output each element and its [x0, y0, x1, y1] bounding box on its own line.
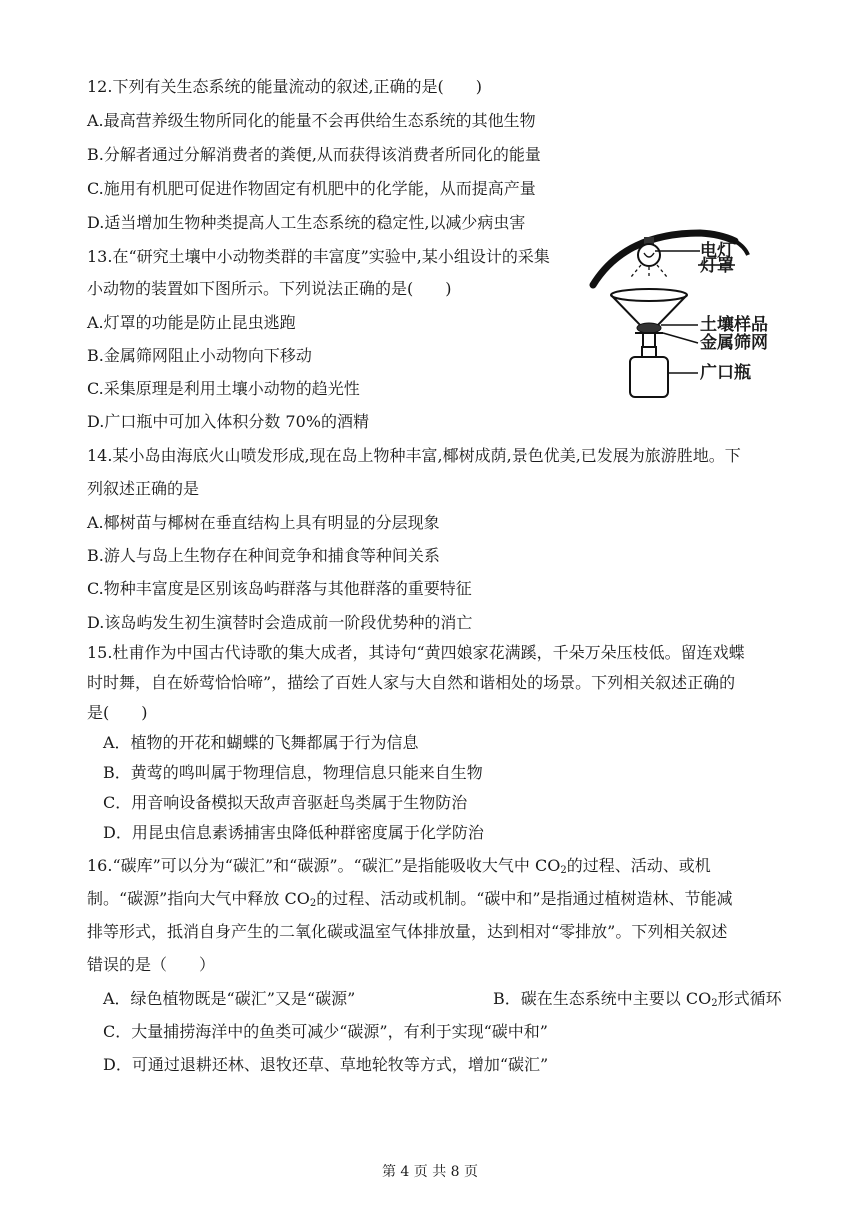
bottle-neck [642, 347, 656, 357]
q15-stem-line1: 15.杜甫作为中国古代诗歌的集大成者，其诗句“黄四娘家花满蹊，千朵万朵压枝低。留连戏蝶 [87, 643, 745, 662]
light-ray-left [631, 265, 641, 277]
q14-stem-line2: 列叙述正确的是 [87, 479, 200, 498]
q13-option-a: A.灯罩的功能是防止昆虫逃跑 [87, 313, 296, 332]
q16-stem-line4: 错误的是（ ） [87, 955, 216, 974]
label-lamp: 电灯 [700, 241, 734, 261]
q14-option-b: B.游人与岛上生物存在种间竞争和捕食等种间关系 [87, 546, 440, 565]
q13-stem-line2: 小动物的装置如下图所示。下列说法正确的是( ) [87, 279, 452, 298]
leader-mesh [663, 333, 698, 343]
q15-stem-line3: 是( ) [87, 703, 148, 722]
q12-stem: 12.下列有关生态系统的能量流动的叙述,正确的是( ) [87, 77, 483, 96]
q16-stem-line3: 排等形式，抵消自身产生的二氧化碳或温室气体排放量，达到相对“零排放”。下列相关叙述 [87, 922, 728, 941]
label-soil-sample: 土壤样品 [700, 315, 768, 335]
q15-option-d: D．用昆虫信息素诱捕害虫降低种群密度属于化学防治 [103, 823, 484, 842]
q15-option-c: C．用音响设备模拟天敌声音驱赶鸟类属于生物防治 [103, 793, 468, 812]
q16-option-b: B．碳在生态系统中主要以 $CO_2$形式循环 [493, 989, 782, 1009]
q13-option-b: B.金属筛网阻止小动物向下移动 [87, 346, 312, 365]
q12-option-d: D.适当增加生物种类提高人工生态系统的稳定性,以减少病虫害 [87, 213, 526, 232]
q12-option-c: C.施用有机肥可促进作物固定有机肥中的化学能，从而提高产量 [87, 179, 536, 198]
q13-stem-line1: 13.在“研究土壤中小动物类群的丰富度”实验中,某小组设计的采集 [87, 247, 550, 266]
q14-stem-line1: 14.某小岛由海底火山喷发形成,现在岛上物种丰富,椰树成荫,景色优美,已发展为旅游胜地。下 [87, 446, 741, 465]
q15-option-a: A．植物的开花和蝴蝶的飞舞都属于行为信息 [103, 733, 419, 752]
label-wide-mouth-bottle: 广口瓶 [700, 363, 751, 383]
page-number-footer: 第 4 页 共 8 页 [381, 1164, 479, 1180]
q16-option-c: C．大量捕捞海洋中的鱼类可减少“碳源”，有利于实现“碳中和” [103, 1022, 548, 1041]
q15-option-b: B．黄莺的鸣叫属于物理信息，物理信息只能来自生物 [103, 763, 483, 782]
q16-stem-line1: 16.“碳库”可以分为“碳汇”和“碳源”。“碳汇”是指能吸收大气中 $CO_2$的过程、活动、或机 [87, 856, 711, 876]
q12-option-b: B.分解者通过分解消费者的粪便,从而获得该消费者所同化的能量 [87, 145, 541, 164]
q12-option-a: A.最高营养级生物所同化的能量不会再供给生态系统的其他生物 [87, 111, 536, 130]
collection-apparatus-diagram [585, 225, 785, 400]
funnel-rim [611, 289, 687, 301]
light-bulb [638, 244, 660, 266]
light-ray-right [657, 265, 667, 277]
lamp-shade-edge [735, 241, 748, 255]
label-lamp-shade: 灯罩 [700, 256, 734, 276]
q16-stem-line2: 制。“碳源”指向大气中释放 $CO_2$的过程、活动或机制。“碳中和”是指通过植树造林、节能减 [87, 889, 733, 909]
q14-option-d: D.该岛屿发生初生演替时会造成前一阶段优势种的消亡 [87, 613, 473, 632]
q15-stem-line2: 时时舞，自在娇莺恰恰啼”，描绘了百姓人家与大自然和谐相处的场景。下列相关叙述正确的 [87, 673, 736, 692]
funnel-body [611, 295, 687, 347]
q14-option-a: A.椰树苗与椰树在垂直结构上具有明显的分层现象 [87, 513, 440, 532]
q13-option-d: D.广口瓶中可加入体积分数 70%的酒精 [87, 412, 369, 431]
q13-option-c: C.采集原理是利用土壤小动物的趋光性 [87, 379, 360, 398]
soil-sample [637, 323, 661, 333]
label-metal-mesh: 金属筛网 [700, 333, 768, 353]
q16-option-d: D．可通过退耕还林、退牧还草、草地轮牧等方式，增加“碳汇” [103, 1055, 549, 1074]
wide-mouth-bottle [630, 357, 668, 397]
q16-option-a: A．绿色植物既是“碳汇”又是“碳源” [103, 989, 356, 1008]
q14-option-c: C.物种丰富度是区别该岛屿群落与其他群落的重要特征 [87, 579, 472, 598]
